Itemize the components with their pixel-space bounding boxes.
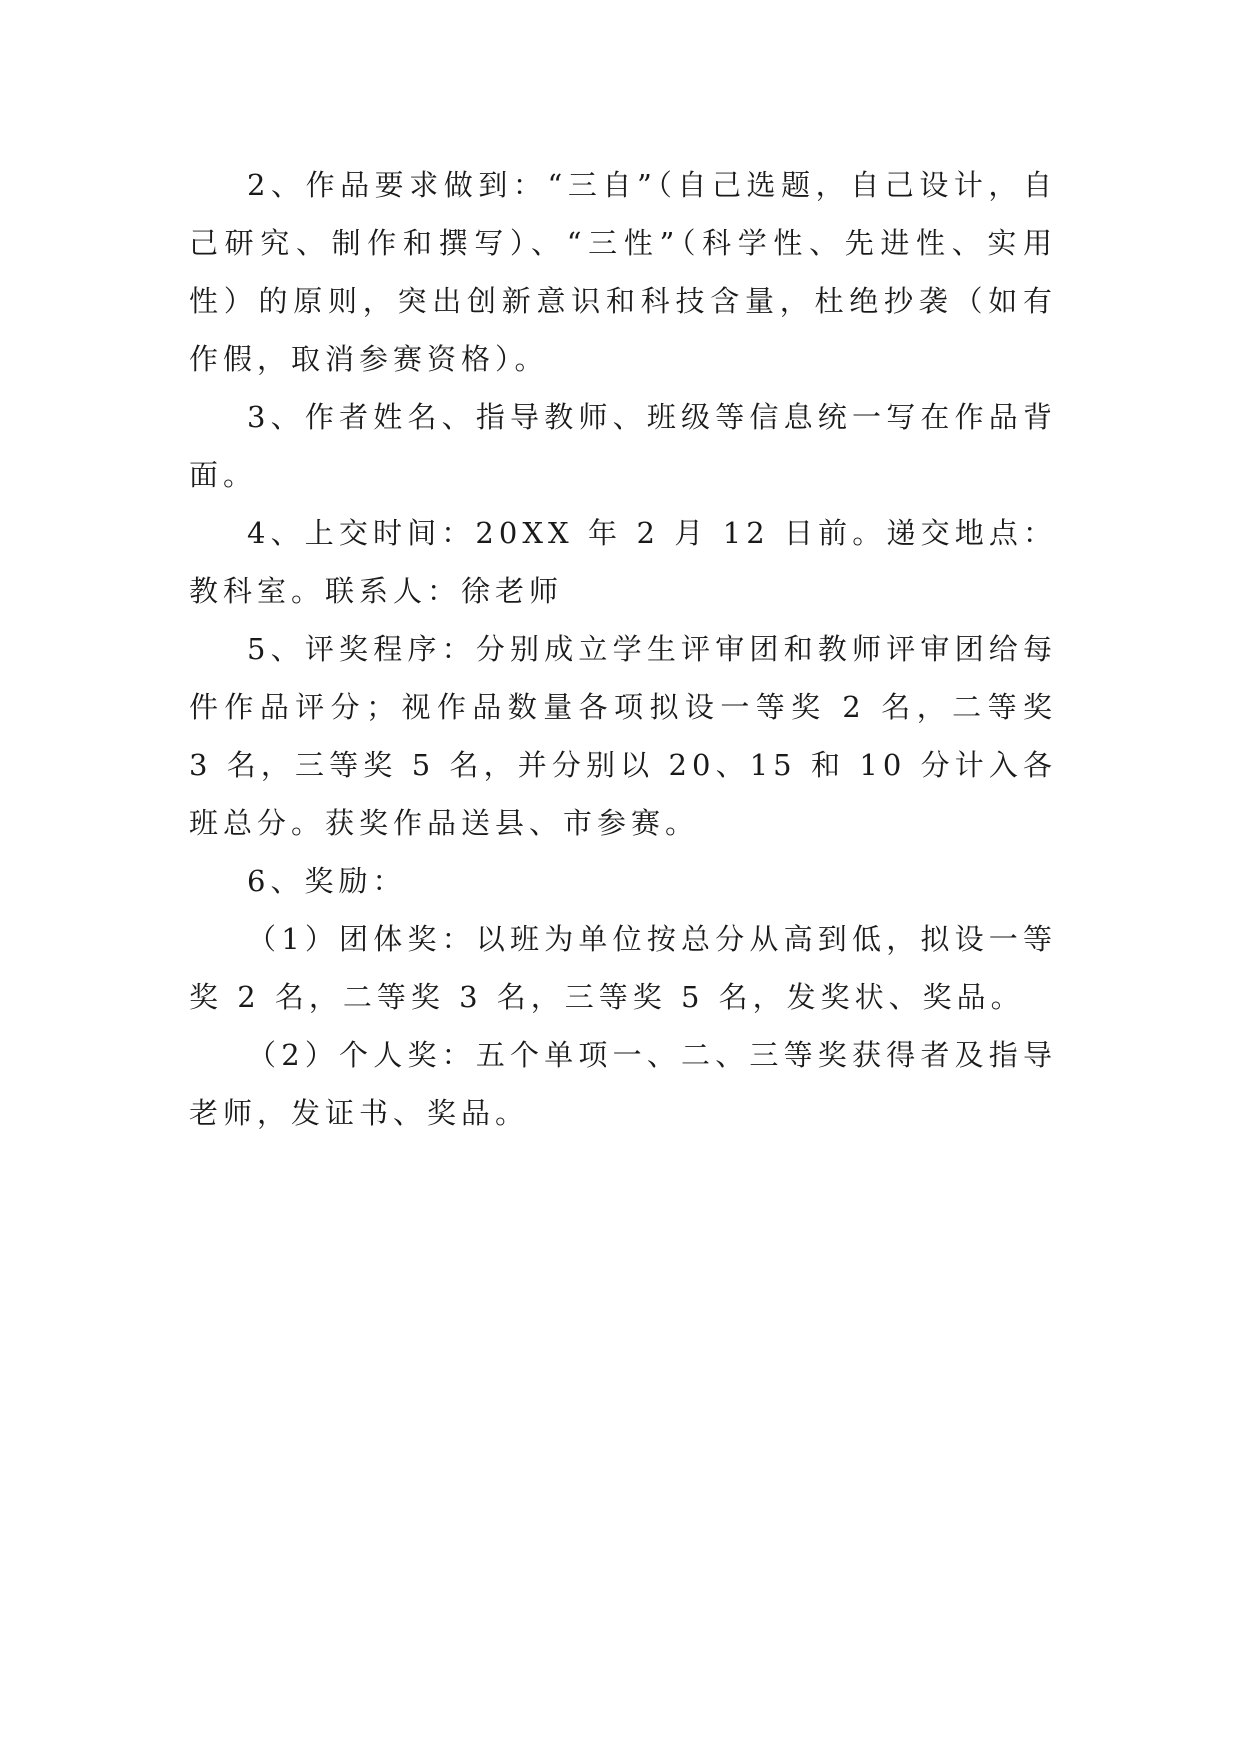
paragraph-awards-heading: 6、奖励： (247, 864, 407, 898)
paragraph-team-award: （1）团体奖：以班为单位按总分从高到低，拟设一等奖 2 名，二等奖 3 名，三等奖 5 名，发奖状、奖品。 (189, 922, 1057, 1014)
paragraph-judging-procedure: 5、评奖程序：分别成立学生评审团和教师评审团给每件作品评分；视作品数量各项拟设一等奖 2 名，二等奖 3 名，三等奖 5 名，并分别以 20、15 和 10 分计入各班总分。获奖作品送县、市参赛。 (189, 632, 1057, 840)
paragraph-author-info: 3、作者姓名、指导教师、班级等信息统一写在作品背面。 (189, 400, 1057, 492)
paragraph-work-requirements: 2、作品要求做到：“三自”（自己选题，自己设计，自己研究、制作和撰写）、“三性”（科学性、先进性、实用性）的原则，突出创新意识和科技含量，杜绝抄袭（如有作假，取消参赛资格）。 (189, 168, 1057, 376)
document-body (189, 156, 1057, 1142)
paragraph-submission: 4、上交时间：20XX 年 2 月 12 日前。递交地点：教科室。联系人：徐老师 (189, 516, 1057, 608)
paragraph-individual-award: （2）个人奖：五个单项一、二、三等奖获得者及指导老师，发证书、奖品。 (189, 1038, 1057, 1130)
